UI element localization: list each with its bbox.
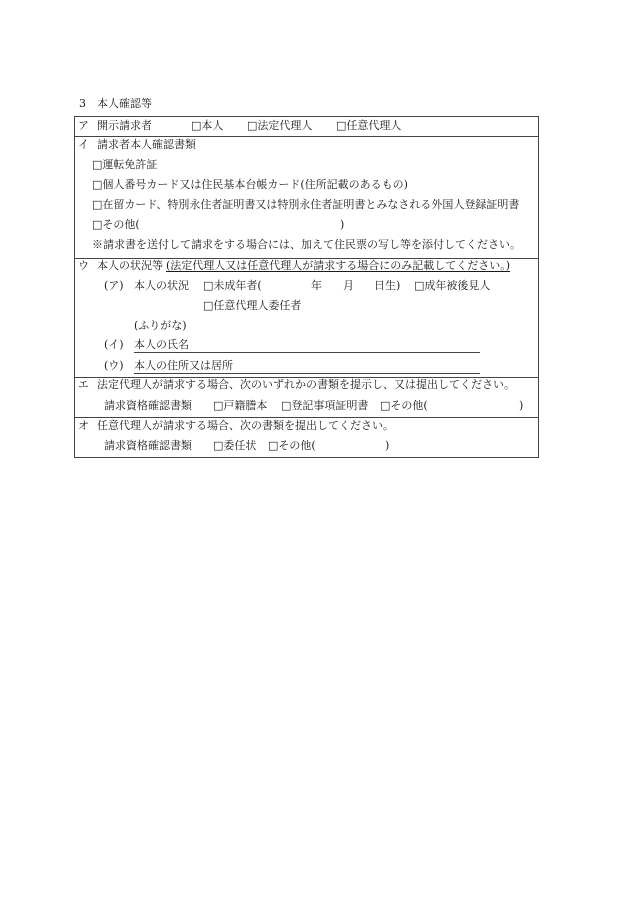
requester-self-checkbox[interactable]: □本人 [191, 119, 224, 132]
requester-voluntary-agent-checkbox[interactable]: □任意代理人 [336, 119, 402, 132]
family-register-checkbox[interactable]: □戸籍謄本 [213, 399, 268, 412]
status-marker: (ア) [104, 279, 124, 292]
row-o-marker: オ [78, 419, 89, 432]
row-u-marker: ウ [78, 259, 89, 272]
row-a-marker: ア [78, 119, 89, 132]
section-number: 3 [79, 97, 86, 110]
principal-address-field[interactable] [134, 359, 480, 374]
requester-legal-agent-checkbox[interactable]: □法定代理人 [247, 119, 313, 132]
requester-label: 開示請求者 [97, 119, 152, 132]
voluntary-agent-other-close-paren: ) [385, 439, 390, 452]
id-other-checkbox[interactable]: □その他( [92, 218, 140, 231]
id-other-close-paren: ) [340, 218, 345, 231]
power-of-attorney-checkbox[interactable]: □委任状 [213, 439, 257, 452]
voluntary-agent-principal-checkbox[interactable]: □任意代理人委任者 [203, 299, 302, 312]
address-marker: (ウ) [104, 359, 124, 372]
registry-certificate-checkbox[interactable]: □登記事項証明書 [281, 399, 369, 412]
residence-card-checkbox[interactable]: □在留カード、特別永住者証明書又は特別永住者証明書とみなされる外国人登録証明書 [92, 198, 520, 211]
principal-address-label: 本人の住所又は居所 [134, 359, 233, 372]
row-divider [74, 136, 539, 137]
birth-year-label: 年 [311, 279, 322, 292]
birth-month-label: 月 [343, 279, 354, 292]
section-title: 本人確認等 [97, 97, 152, 110]
minor-checkbox[interactable]: □未成年者( [203, 279, 262, 292]
adult-ward-checkbox[interactable]: □成年被後見人 [414, 279, 491, 292]
id-documents-label: 請求者本人確認書類 [97, 138, 196, 151]
legal-agent-other-checkbox[interactable]: □その他( [380, 399, 428, 412]
legal-agent-instruction: 法定代理人が請求する場合、次のいずれかの書類を提示し、又は提出してください。 [97, 378, 515, 391]
birth-day-label: 日生) [374, 279, 401, 292]
voluntary-agent-instruction: 任意代理人が請求する場合、次の書類を提出してください。 [97, 419, 394, 432]
id-documents-note: ※請求書を送付して請求をする場合には、加えて住民票の写し等を添付してください。 [92, 238, 521, 251]
legal-agent-other-close-paren: ) [519, 399, 524, 412]
voluntary-agent-other-checkbox[interactable]: □その他( [268, 439, 316, 452]
drivers-license-checkbox[interactable]: □運転免許証 [92, 158, 158, 171]
principal-status-note: (法定代理人又は任意代理人が請求する場合にのみ記載してください。) [166, 259, 511, 272]
row-i-marker: イ [78, 138, 89, 151]
name-marker: (イ) [104, 338, 124, 351]
principal-name-label: 本人の氏名 [134, 338, 189, 351]
principal-status-label: 本人の状況等 [97, 259, 163, 272]
voluntary-agent-doc-label: 請求資格確認書類 [104, 439, 192, 452]
row-divider [74, 417, 539, 418]
furigana-label: (ふりがな) [134, 319, 187, 332]
status-label: 本人の状況 [134, 279, 189, 292]
principal-name-field[interactable] [134, 338, 480, 353]
row-e-marker: エ [78, 378, 89, 391]
legal-agent-doc-label: 請求資格確認書類 [104, 399, 192, 412]
my-number-card-checkbox[interactable]: □個人番号カード又は住民基本台帳カード(住所記載のあるもの) [92, 178, 408, 191]
